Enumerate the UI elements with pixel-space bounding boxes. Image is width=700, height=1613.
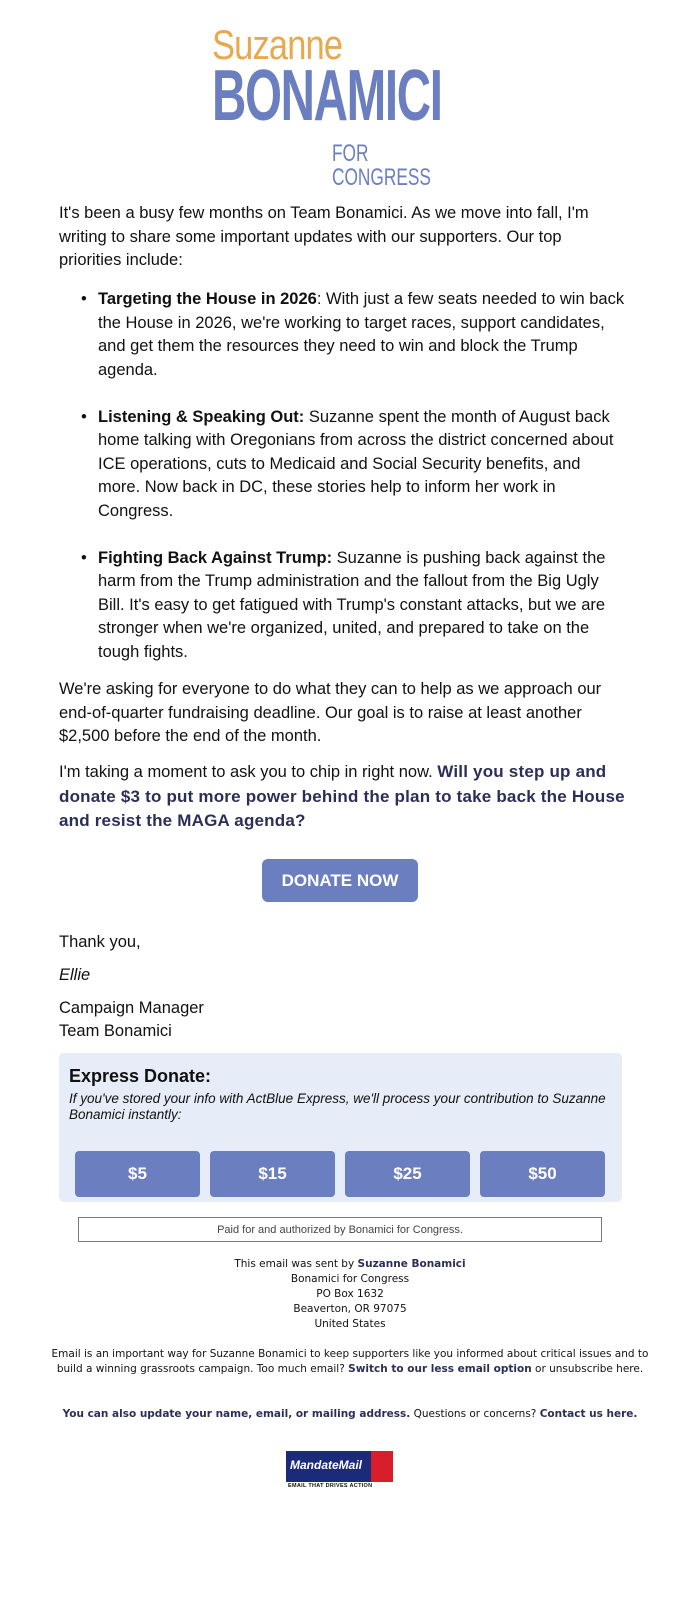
footer-address bbox=[40, 1257, 660, 1332]
signoff-thanks: Thank you, bbox=[59, 933, 141, 951]
update-info-link[interactable]: You can also update your name, email, or mailing address. bbox=[62, 1408, 411, 1420]
logo-last-name: BONAMICI bbox=[212, 56, 442, 136]
fundraising-paragraph: We're asking for everyone to do what they can to help as we approach our end-of-quarter fundraising deadline. Our goal is to raise at least another $2,500 before the end of the month. bbox=[59, 680, 602, 745]
signoff-team: Team Bonamici bbox=[59, 1022, 172, 1040]
footer-update bbox=[40, 1407, 660, 1422]
priority-item bbox=[59, 406, 625, 524]
priority-text: : With just a few seats needed to win back the House in 2026, we're working to target races, support candidates, and get them the resources they need to win and block the Trump agenda. bbox=[98, 290, 625, 379]
campaign-logo bbox=[212, 21, 472, 191]
priority-item bbox=[59, 288, 625, 382]
bullet-dot: • bbox=[81, 290, 87, 308]
priority-title: Listening & Speaking Out: bbox=[98, 407, 305, 426]
donate-amount-button[interactable]: $5 bbox=[75, 1151, 200, 1197]
priorities-list bbox=[59, 288, 625, 664]
priority-text: Suzanne is pushing back against the harm from the Trump administration and the fallout from the Big Ugly Bill. It's easy to get fatigued with Trump's constant attacks, but we are stronger when we're organized, united, and prepared to take on the tough fights. bbox=[98, 548, 606, 661]
footer-org: Bonamici for Congress bbox=[290, 1273, 410, 1285]
bullet-dot: • bbox=[81, 548, 87, 567]
footer-note bbox=[40, 1347, 660, 1377]
priority-item bbox=[59, 547, 625, 665]
ask-paragraph bbox=[59, 760, 625, 834]
sender-name: Suzanne Bonamici bbox=[357, 1258, 466, 1270]
less-email-link[interactable]: Switch to our less email option bbox=[348, 1363, 532, 1375]
priority-title: Targeting the House in 2026 bbox=[98, 290, 317, 308]
unsubscribe-link[interactable]: or unsubscribe here. bbox=[531, 1363, 644, 1375]
footer-city: Beaverton, OR 97075 bbox=[293, 1303, 407, 1315]
donate-amount-button[interactable]: $25 bbox=[345, 1151, 470, 1197]
ask-lead: I'm taking a moment to ask you to chip in right now. bbox=[59, 763, 438, 781]
priority-title: Fighting Back Against Trump: bbox=[98, 548, 333, 567]
express-title: Express Donate: bbox=[69, 1066, 212, 1086]
intro-paragraph: It's been a busy few months on Team Bonamici. As we move into fall, I'm writing to share some important updates with our supporters. Our top priorities include: bbox=[59, 204, 589, 269]
mandatemail-tagline: EMAIL THAT DRIVES ACTION bbox=[288, 1483, 373, 1489]
donate-amount-button[interactable]: $15 bbox=[210, 1151, 335, 1197]
contact-us-link[interactable]: Contact us here. bbox=[539, 1408, 638, 1420]
footer-country: United States bbox=[314, 1318, 386, 1330]
questions-text: Questions or concerns? bbox=[410, 1408, 540, 1420]
note-lead: Email is an important way for Suzanne Bonamici to keep supporters like you informed about critical issues and to build a winning grassroots campaign. Too much email? bbox=[51, 1348, 649, 1375]
mandatemail-text: MandateMail bbox=[290, 1458, 363, 1472]
express-donate-box bbox=[59, 1053, 622, 1202]
mandatemail-flag-icon bbox=[371, 1451, 393, 1482]
mandatemail-logo[interactable] bbox=[286, 1451, 393, 1491]
sent-by-lead: This email was sent by bbox=[234, 1258, 358, 1270]
ask-bold-link[interactable]: Will you step up and donate $3 to put more power behind the plan to take back the House and resist the MAGA agenda? bbox=[59, 762, 625, 830]
paid-for-disclaimer: Paid for and authorized by Bonamici for Congress. bbox=[78, 1217, 602, 1242]
logo-first-name: Suzanne bbox=[212, 21, 343, 68]
donate-amount-button[interactable]: $50 bbox=[480, 1151, 605, 1197]
logo-subtitle: FOR CONGRESS bbox=[332, 140, 431, 191]
signoff-role: Campaign Manager bbox=[59, 999, 204, 1017]
signoff-name: Ellie bbox=[59, 966, 91, 984]
priority-text: Suzanne spent the month of August back home talking with Oregonians from across the district concerned about ICE operations, cuts to Medicaid and Social Security benefits, and more. Now back in DC, these stories help to inform her work in Congress. bbox=[98, 407, 614, 520]
footer-po-box: PO Box 1632 bbox=[316, 1288, 384, 1300]
bullet-dot: • bbox=[81, 407, 87, 426]
express-description: If you've stored your info with ActBlue Express, we'll process your contribution to Suzanne Bonamici instantly: bbox=[69, 1091, 606, 1122]
donate-now-button[interactable]: DONATE NOW bbox=[262, 859, 418, 902]
